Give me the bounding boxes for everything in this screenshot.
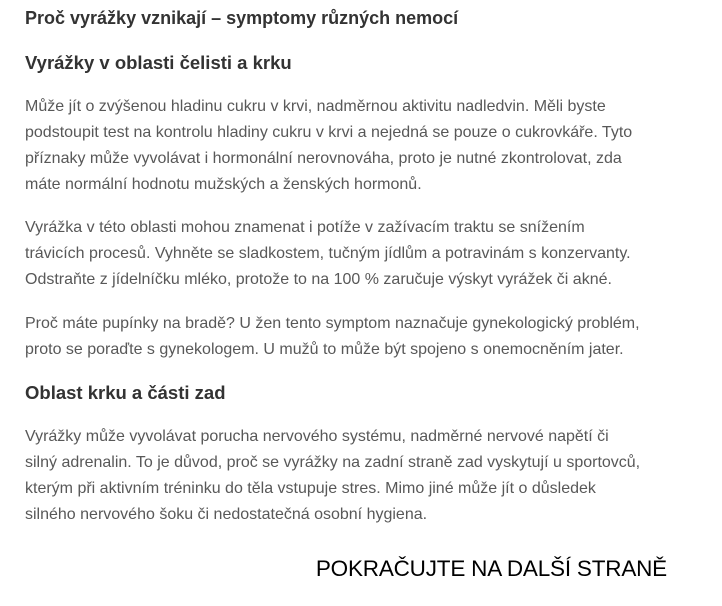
paragraph-line: proto se poraďte s gynekologem. U mužů to může být spojeno s onemocněním jater. <box>25 341 624 358</box>
page-title: Proč vyrážky vznikají – symptomy různých nemocí <box>25 8 459 28</box>
paragraph-line: máte normální hodnotu mužských a ženských hormonů. <box>25 176 422 193</box>
section-heading-neck-back: Oblast krku a části zad <box>25 382 226 403</box>
paragraph-line: Odstraňte z jídelníčku mléko, protože to na 100 % zaručuje výskyt vyrážek či akné. <box>25 271 612 288</box>
paragraph-line: trávicích procesů. Vyhněte se sladkostem, tučným jídlům a potravinám s konzervanty. <box>25 245 631 262</box>
paragraph <box>25 215 697 293</box>
paragraph-line: silného nervového šoku či nedostatečná osobní hygiena. <box>25 506 428 523</box>
section-heading-jaw-neck: Vyrážky v oblasti čelisti a krku <box>25 52 292 73</box>
paragraph-line: Proč máte pupínky na bradě? U žen tento symptom naznačuje gynekologický problém, <box>25 315 640 332</box>
paragraph <box>25 94 697 198</box>
paragraph-line: Vyrážky může vyvolávat porucha nervového systému, nadměrné nervové napětí či <box>25 428 609 445</box>
paragraph-line: kterým při aktivním tréninku do těla vstupuje stres. Mimo jiné může jít o důsledek <box>25 480 596 497</box>
paragraph-line: podstoupit test na kontrolu hladiny cukru v krvi a nejedná se pouze o cukrovkáře. Tyto <box>25 124 633 141</box>
paragraph-line: Může jít o zvýšenou hladinu cukru v krvi, nadměrnou aktivitu nadledvin. Měli byste <box>25 98 606 115</box>
paragraph-line: silný adrenalin. To je důvod, proč se vyrážky na zadní straně zad vyskytují u sportovců, <box>25 454 641 471</box>
paragraph-line: příznaky může vyvolávat i hormonální nerovnováha, proto je nutné zkontrolovat, zda <box>25 150 622 167</box>
continue-next-page-link[interactable]: POKRAČUJTE NA DALŠÍ STRANĚ <box>315 556 667 581</box>
paragraph-line: Vyrážka v této oblasti mohou znamenat i potíže v zažívacím traktu se snížením <box>25 219 585 236</box>
paragraph <box>25 424 697 528</box>
paragraph <box>25 311 697 363</box>
